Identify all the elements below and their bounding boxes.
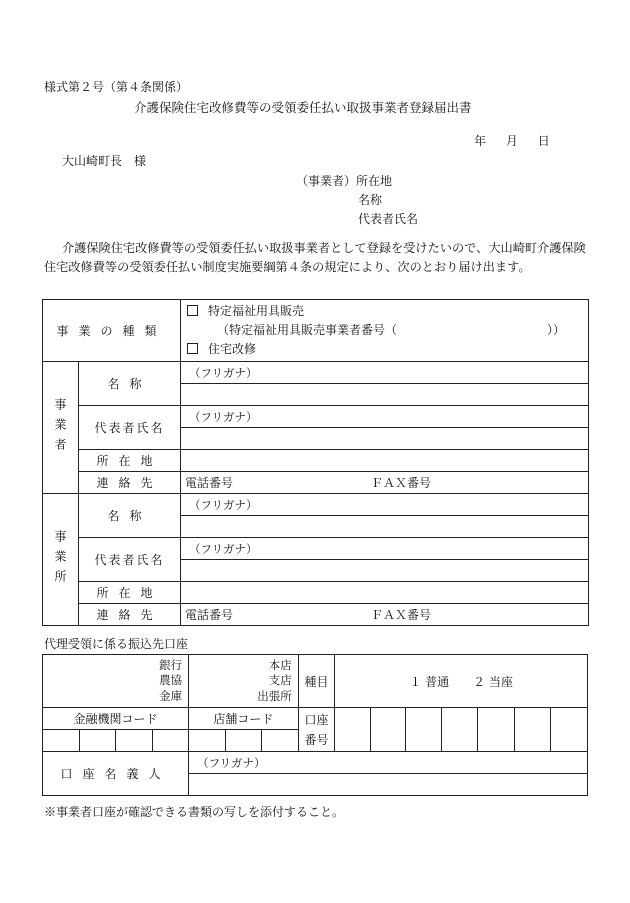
branch-name-cell[interactable]: 本店 支店 出張所 (189, 655, 299, 708)
office-rep-field[interactable] (181, 560, 589, 582)
operator-rep-field[interactable] (181, 428, 589, 450)
account-digit-7[interactable] (551, 708, 588, 752)
option-welfare-equipment[interactable]: 特定福祉用具販売 (187, 302, 584, 321)
operator-rep-label: 代表者氏名 (79, 406, 181, 450)
branch-code-label: 店舗コード (189, 708, 299, 730)
office-section-label: 事業所 (43, 494, 79, 626)
office-address-field[interactable] (181, 582, 589, 604)
bank-code-digit-4[interactable] (152, 730, 189, 752)
operator-phone-label: 電話番号 (185, 476, 234, 490)
operator-fax-label: ＦＡＸ番号 (371, 476, 432, 490)
date-month: 月 (505, 134, 518, 148)
dealer-number-field[interactable]: （特定福祉用具販売事業者番号（ ）） (217, 323, 566, 337)
office-address-label: 所在地 (79, 582, 181, 604)
branch-code-digit-3[interactable] (262, 730, 299, 752)
operator-contact-field[interactable] (181, 472, 589, 494)
office-fax-label: ＦＡＸ番号 (371, 608, 432, 622)
account-digit-6[interactable] (514, 708, 551, 752)
operator-name-field[interactable] (181, 384, 589, 406)
option-home-renovation[interactable]: 住宅改修 (187, 340, 584, 359)
business-type-options (181, 300, 589, 362)
operator-address-field[interactable] (181, 450, 589, 472)
account-holder-furigana[interactable]: （フリガナ） (189, 752, 588, 774)
office-name-field[interactable] (181, 516, 589, 538)
account-number-label: 口座 番号 (298, 708, 335, 752)
bank-name-cell[interactable]: 銀行 農協 金庫 (43, 655, 189, 708)
office-name-label: 名称 (79, 494, 181, 538)
operator-contact-label: 連絡先 (79, 472, 181, 494)
bank-code-label: 金融機関コード (43, 708, 189, 730)
attachment-note: ※事業者口座が確認できる書類の写しを添付すること。 (44, 805, 345, 819)
account-digit-3[interactable] (406, 708, 441, 752)
account-holder-label: 口座名義人 (43, 752, 189, 796)
applicant-rep-label: 代表者氏名 (358, 212, 419, 226)
checkbox-icon[interactable] (187, 305, 198, 316)
form-number: 様式第２号（第４条関係） (44, 80, 189, 94)
account-type-options[interactable]: １ 普通 ２ 当座 (335, 655, 588, 708)
operator-name-furigana[interactable]: （フリガナ） (181, 362, 589, 384)
registration-table (42, 299, 589, 626)
business-type-label: 事業の種類 (43, 300, 181, 362)
account-heading: 代理受領に係る振込先口座 (44, 637, 189, 651)
bank-code-digit-2[interactable] (79, 730, 116, 752)
office-rep-furigana[interactable]: （フリガナ） (181, 538, 589, 560)
date-line (474, 132, 566, 149)
account-table (42, 654, 588, 796)
operator-section-label: 事業者 (43, 362, 79, 494)
office-contact-field[interactable] (181, 604, 589, 626)
branch-code-digit-2[interactable] (225, 730, 262, 752)
bank-code-digit-3[interactable] (116, 730, 153, 752)
operator-name-label: 名称 (79, 362, 181, 406)
account-type-label: 種目 (298, 655, 335, 708)
date-year: 年 (474, 134, 487, 148)
branch-code-digit-1[interactable] (189, 730, 226, 752)
account-digit-5[interactable] (478, 708, 515, 752)
operator-rep-furigana[interactable]: （フリガナ） (181, 406, 589, 428)
account-digit-1[interactable] (335, 708, 370, 752)
checkbox-icon[interactable] (187, 343, 198, 354)
account-digit-4[interactable] (441, 708, 478, 752)
date-day: 日 (537, 134, 550, 148)
addressee: 大山崎町長 様 (62, 154, 147, 168)
bank-code-digit-1[interactable] (43, 730, 80, 752)
document-title: 介護保険住宅改修費等の受領委任払い取扱事業者登録届出書 (134, 100, 472, 115)
applicant-name-label: 名称 (358, 193, 383, 207)
body-text: 介護保険住宅改修費等の受領委任払い取扱事業者として登録を受けたいので、大山崎町介護保険住宅改修費等の受領委任払い制度実施要綱第４条の規定により、次のとおり届け出ます。 (44, 241, 586, 274)
office-name-furigana[interactable]: （フリガナ） (181, 494, 589, 516)
office-phone-label: 電話番号 (185, 608, 234, 622)
applicant-label: （事業者） (296, 174, 357, 188)
office-contact-label: 連絡先 (79, 604, 181, 626)
office-rep-label: 代表者氏名 (79, 538, 181, 582)
applicant-address-label: 所在地 (356, 174, 393, 188)
account-holder-field[interactable] (189, 774, 588, 796)
operator-address-label: 所在地 (79, 450, 181, 472)
account-digit-2[interactable] (370, 708, 405, 752)
